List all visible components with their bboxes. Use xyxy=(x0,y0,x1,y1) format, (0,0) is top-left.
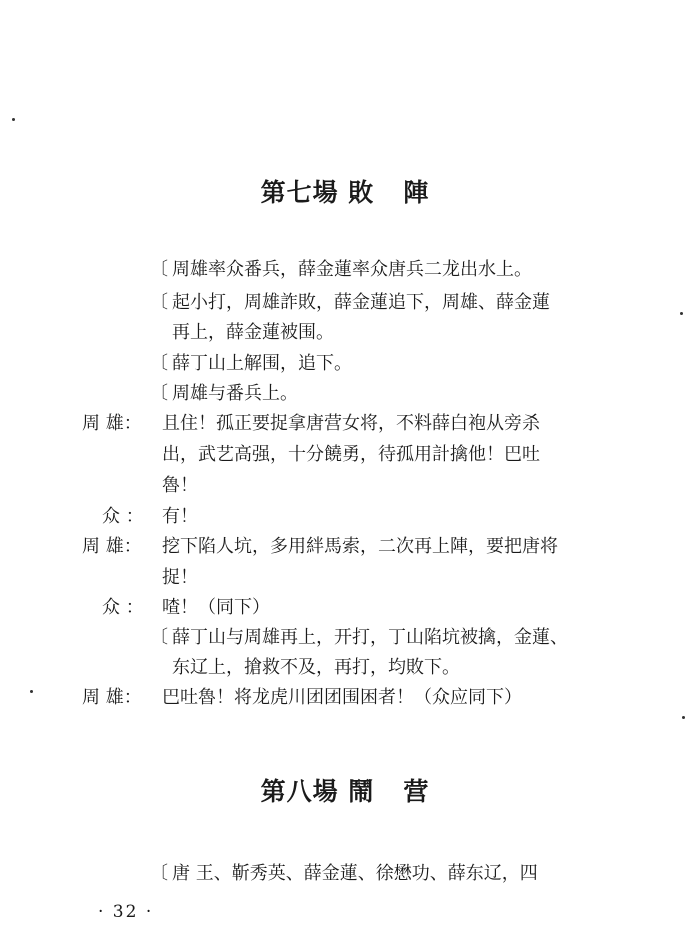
page-number: · 32 · xyxy=(98,902,154,922)
dialogue-line: 挖下陷人坑，多用絆馬索，二次再上陣，要把唐将 xyxy=(162,536,558,557)
stage-direction-bracket: 〔 xyxy=(150,259,168,280)
dialogue-line: 出，武艺高强，十分饒勇，待孤用計擒他！巴吐 xyxy=(162,444,540,465)
scan-speck xyxy=(680,312,683,315)
stage-direction-line: 薛丁山与周雄再上，开打，丁山陷坑被擒，金蓮、 xyxy=(172,627,568,648)
scan-speck xyxy=(12,118,15,121)
dialogue-line: 捉！ xyxy=(162,567,198,588)
dialogue-line: 有！ xyxy=(162,506,198,527)
stage-direction-bracket: 〔 xyxy=(150,292,168,313)
stage-direction-bracket: 〔 xyxy=(150,353,168,374)
stage-direction-line: 唐 王、靳秀英、薛金蓮、徐懋功、薛东辽，四 xyxy=(172,863,538,884)
dialogue-line: 喳！（同下） xyxy=(162,597,270,618)
dialogue-line: 且住！孤正要捉拿唐营女将，不料薛白袍从旁杀 xyxy=(162,413,540,434)
stage-direction-line: 周雄与番兵上。 xyxy=(172,383,298,404)
stage-direction-line: 再上，薛金蓮被围。 xyxy=(172,322,334,343)
dialogue-line: 魯！ xyxy=(162,475,198,496)
speaker-label: 周 雄： xyxy=(82,413,142,434)
speaker-label: 周 雄： xyxy=(82,536,142,557)
speaker-label: 众 ： xyxy=(102,597,144,618)
stage-direction-line: 薛丁山上解围，追下。 xyxy=(172,353,352,374)
stage-direction-bracket: 〔 xyxy=(150,627,168,648)
stage-direction-bracket: 〔 xyxy=(150,863,168,884)
scene-7-title: 第七場 敗 陣 xyxy=(260,178,430,207)
stage-direction-line: 起小打，周雄詐敗，薛金蓮追下，周雄、薛金蓮 xyxy=(172,292,550,313)
stage-direction-bracket: 〔 xyxy=(150,383,168,404)
stage-direction-line: 周雄率众番兵，薛金蓮率众唐兵二龙出水上。 xyxy=(172,259,532,280)
speaker-label: 众 ： xyxy=(102,506,144,527)
scan-speck xyxy=(30,690,33,693)
scene-8-title: 第八場 鬧 营 xyxy=(260,777,430,806)
speaker-label: 周 雄： xyxy=(82,687,142,708)
stage-direction-line: 东辽上，搶救不及，再打，均敗下。 xyxy=(172,657,460,678)
scan-speck xyxy=(682,716,685,719)
dialogue-line: 巴吐魯！将龙虎川团团围困者！（众应同下） xyxy=(162,687,522,708)
